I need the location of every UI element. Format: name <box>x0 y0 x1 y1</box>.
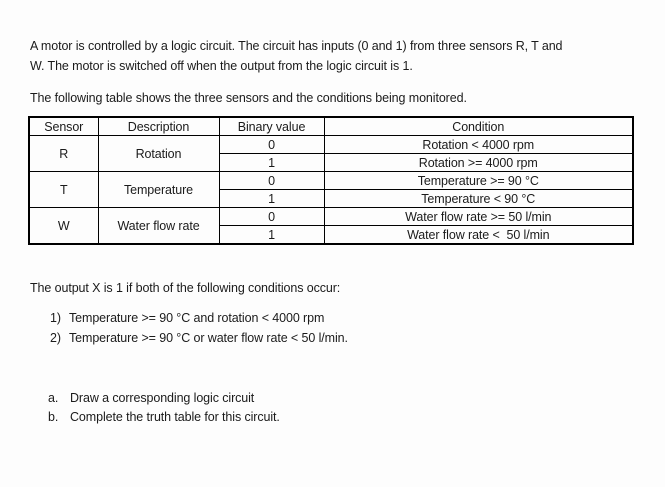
binary-cell: 0 <box>219 172 324 190</box>
table-intro-paragraph <box>30 88 635 108</box>
col-header-binary-value: Binary value <box>219 117 324 136</box>
condition-cell: Temperature < 90 °C <box>324 190 633 208</box>
description-cell-rotation: Rotation <box>98 136 219 172</box>
sensor-table <box>28 116 634 245</box>
table-row <box>29 172 633 190</box>
task-item-b-text: Complete the truth table for this circuit. <box>70 410 280 424</box>
condition-item-2-marker: 2) <box>50 331 61 345</box>
condition-item-2 <box>30 328 635 348</box>
col-header-description: Description <box>98 117 219 136</box>
binary-cell: 1 <box>219 226 324 245</box>
condition-cell: Rotation >= 4000 rpm <box>324 154 633 172</box>
output-statement-text: The output X is 1 if both of the following conditions occur: <box>30 281 341 295</box>
table-row <box>29 136 633 154</box>
binary-cell: 1 <box>219 154 324 172</box>
sensor-cell-w: W <box>29 208 98 245</box>
condition-cell: Water flow rate >= 50 l/min <box>324 208 633 226</box>
condition-cell: Water flow rate < 50 l/min <box>324 226 633 245</box>
col-header-condition: Condition <box>324 117 633 136</box>
condition-cell: Temperature >= 90 °C <box>324 172 633 190</box>
intro-line-1: A motor is controlled by a logic circuit. The circuit has inputs (0 and 1) from three sensors R, T and <box>30 39 563 53</box>
tasks-list <box>30 389 635 427</box>
condition-item-1-text: Temperature >= 90 °C and rotation < 4000 rpm <box>69 311 325 325</box>
description-cell-water-flow-rate: Water flow rate <box>98 208 219 245</box>
condition-item-2-text: Temperature >= 90 °C or water flow rate < 50 l/min. <box>69 331 348 345</box>
description-cell-temperature: Temperature <box>98 172 219 208</box>
binary-cell: 1 <box>219 190 324 208</box>
task-item-a <box>30 389 635 408</box>
conditions-list <box>30 308 635 348</box>
output-statement-paragraph <box>30 278 635 298</box>
col-header-sensor: Sensor <box>29 117 98 136</box>
table-row <box>29 208 633 226</box>
binary-cell: 0 <box>219 136 324 154</box>
table-intro-text: The following table shows the three sensors and the conditions being monitored. <box>30 91 467 105</box>
condition-cell: Rotation < 4000 rpm <box>324 136 633 154</box>
table-header-row <box>29 117 633 136</box>
intro-line-2: W. The motor is switched off when the output from the logic circuit is 1. <box>30 59 413 73</box>
condition-item-1 <box>30 308 635 328</box>
task-item-a-text: Draw a corresponding logic circuit <box>70 391 255 405</box>
condition-item-1-marker: 1) <box>50 311 61 325</box>
intro-paragraph <box>30 36 635 76</box>
task-item-b <box>30 408 635 427</box>
sensor-cell-t: T <box>29 172 98 208</box>
binary-cell: 0 <box>219 208 324 226</box>
task-item-a-marker: a. <box>48 391 59 405</box>
task-item-b-marker: b. <box>48 410 59 424</box>
sensor-cell-r: R <box>29 136 98 172</box>
